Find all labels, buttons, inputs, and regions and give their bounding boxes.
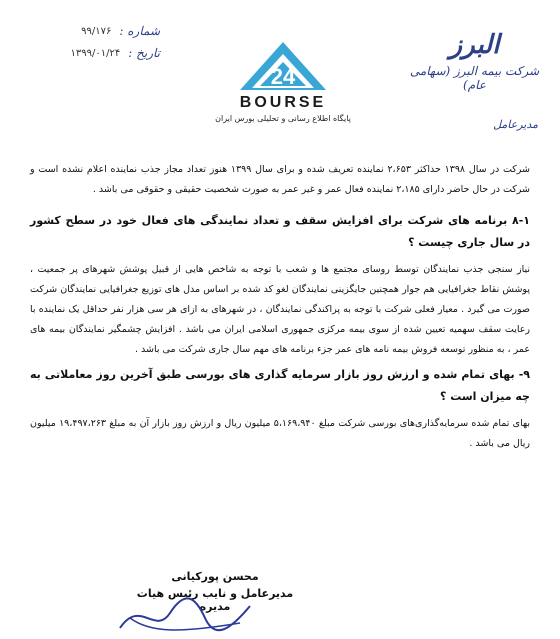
letter-number-value: ۹۹/۱۷۶	[81, 25, 112, 37]
letter-number-row	[30, 20, 160, 42]
letter-date-row	[30, 42, 160, 64]
letterhead	[0, 0, 560, 140]
letter-date-value: ۱۳۹۹/۰۱/۲۴	[70, 47, 121, 59]
paragraph-agents-plan: نیاز سنجی جذب نمایندگان توسط روسای مجتمع ها و شعب با توجه به شاخص هایی از قبیل پوشش شهرهای پر جمعیت ، پوشش نقاط جغرافیایی هم جوار همچنین جایگزینی نمایندگان لغو کد شده بر اساس مدل های توزیع جغرافیایی نمایندگان شرکت صورت می گیرد . معیار فعلی شرکت با توجه به پراکندگی نمایندگان ، در شهرهای به ازای هر سی هزار نفر حداقل یک نماینده با رعایت سقف سهمیه تعیین شده از سوی بیمه مرکزی جمهوری اسلامی ایران می باشد . افزایش چشمگیر نمایندگان بیمه های عمر ، به منظور توسعه فروش بیمه نامه های عمر جزء برنامه های مهم سال جاری شرکت می باشد .	[30, 264, 530, 355]
question-8-1: ۸-۱ برنامه های شرکت برای افزایش سقف و تعداد نمایندگی های فعال خود در سطح کشور در سال جاری چیست ؟	[30, 214, 530, 249]
alborz-insurance-logo	[407, 30, 542, 110]
signatory-name: محسن پورکیانی	[171, 570, 259, 583]
question-9: ۹- بهای تمام شده و ارزش روز بازار سرمایه گذاری های بورسی طبق آخرین روز معاملاتی به چه میزان است ؟	[30, 368, 530, 403]
letter-date-label: تاریخ :	[128, 46, 160, 60]
signature-block	[120, 570, 310, 613]
alborz-company-name: شرکت بیمه البرز (سهامی عام)	[409, 64, 540, 92]
letter-meta	[30, 20, 160, 64]
signatory-title: مدیرعامل و نایب رئیس هیات مدیره	[136, 587, 294, 613]
bourse-triangle-icon	[238, 40, 328, 92]
letter-body	[30, 160, 530, 454]
paragraph-investments: بهای تمام شده سرمایه‌گذاری‌های بورسی شرکت مبلغ ۵،۱۶۹،۹۴۰ میلیون ریال و ارزش روز بازار آن به مبلغ ۱۹،۴۹۷،۲۶۳ میلیون ریال می باشد .	[30, 418, 531, 449]
bourse24-logo	[198, 40, 368, 130]
sender-office: مدیرعامل	[493, 118, 538, 131]
alborz-wordmark: البرز	[449, 30, 500, 60]
letter-number-label: شماره :	[119, 24, 160, 38]
paragraph-agents-count: شرکت در سال ۱۳۹۸ حداکثر ۲،۶۵۳ نماینده تعریف شده و برای سال ۱۳۹۹ هنوز تعداد مجاز جذب نماینده اعلام نشده است و شرکت در حال حاضر دارای ۲،۱۸۵ نماینده فعال عمر و غیر عمر به صورت شخصیت حقیقی و حقوقی می باشد .	[30, 164, 531, 195]
bourse-subtitle: پایگاه اطلاع رسانی و تحلیلی بورس ایران	[215, 114, 351, 123]
handwritten-signature-icon	[110, 588, 260, 638]
svg-text:24: 24	[270, 64, 296, 89]
bourse-wordmark: BOURSE	[239, 94, 327, 111]
